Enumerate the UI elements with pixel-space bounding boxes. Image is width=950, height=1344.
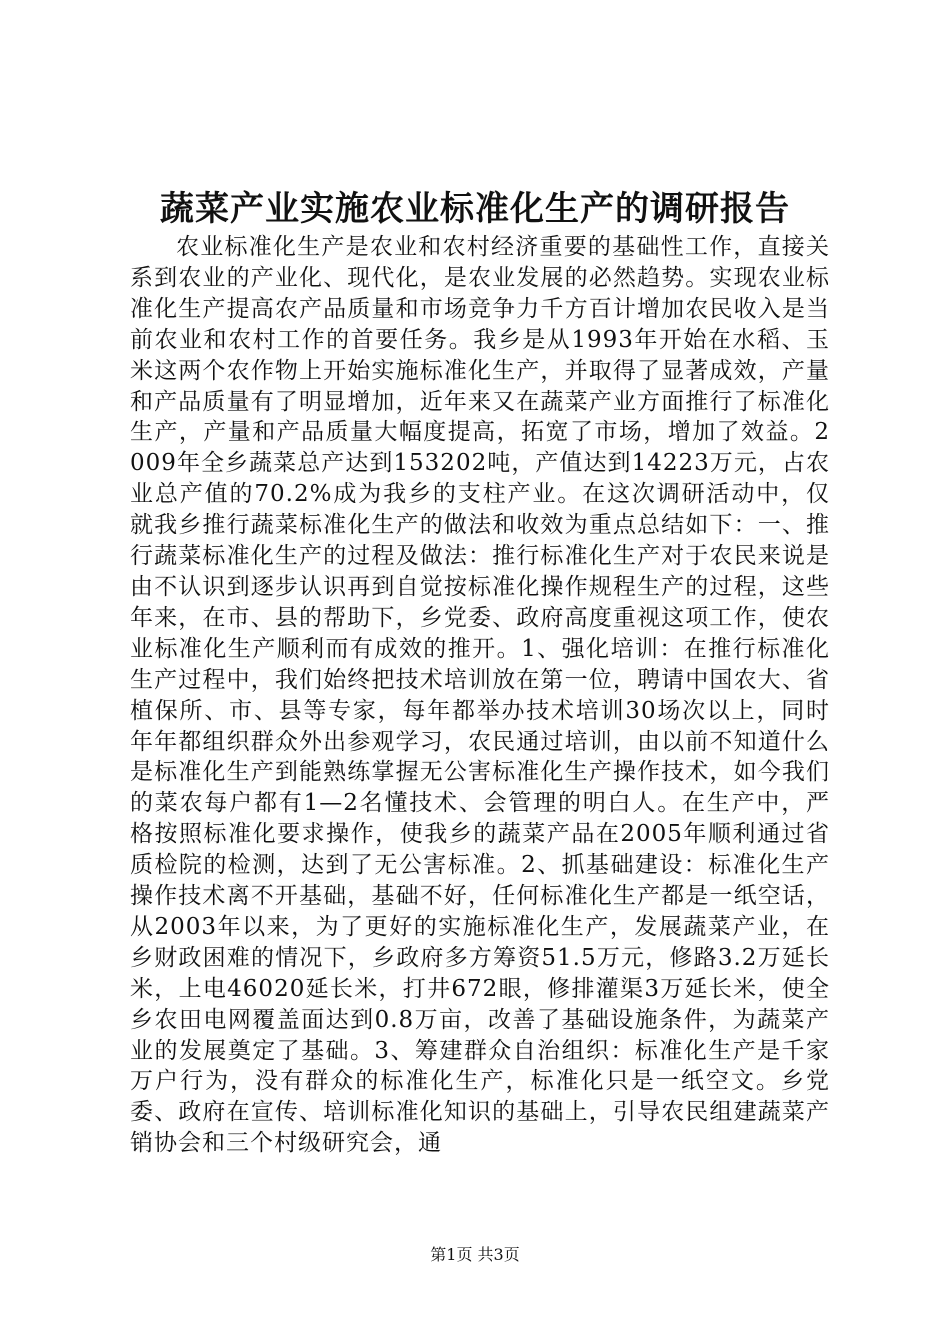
page-footer: 第1页 共3页 (430, 1245, 520, 1264)
document-body: 农业标准化生产是农业和农村经济重要的基础性工作，直接关系到农业的产业化、现代化，是农业发展的必然趋势。实现农业标准化生产提高农产品质量和市场竞争力千方百计增加农民收入是当前农业和农村工作的首要任务。我乡是从1993年开始在水稻、玉米这两个农作物上开始实施标准化生产，并取得了显著成效，产量和产品质量有了明显增加，近年来又在蔬菜产业方面推行了标准化生产，产量和产品质量大幅度提高，拓宽了市场，增加了效益。2009年全乡蔬菜总产达到153202吨，产值达到14223万元，占农业总产值的70.2%成为我乡的支柱产业。在这次调研活动中，仅就我乡推行蔬菜标准化生产的做法和收效为重点总结如下：一、推行蔬菜标准化生产的过程及做法：推行标准化生产对于农民来说是由不认识到逐步认识再到自觉按标准化操作规程生产的过程，这些年来，在市、县的帮助下，乡党委、政府高度重视这项工作，使农业标准化生产顺利而有成效的推开。1、强化培训：在推行标准化生产过程中，我们始终把技术培训放在第一位，聘请中国农大、省植保所、市、县等专家，每年都举办技术培训30场次以上，同时年年都组织群众外出参观学习，农民通过培训，由以前不知道什么是标准化生产到能熟练掌握无公害标准化生产操作技术，如今我们的菜农每户都有1—2名懂技术、会管理的明白人。在生产中，严格按照标准化要求操作，使我乡的蔬菜产品在2005年顺利通过省质检院的检测，达到了无公害标准。2、抓基础建设：标准化生产操作技术离不开基础，基础不好，任何标准化生产都是一纸空话，从2003年以来，为了更好的实施标准化生产，发展蔬菜产业，在乡财政困难的情况下，乡政府多方筹资51.5万元，修路3.2万延长米，上电46020延长米，打井672眼，修排灌渠3万延长米，使全乡农田电网覆盖面达到0.8万亩，改善了基础设施条件，为蔬菜产业的发展奠定了基础。3、筹建群众自治组织：标准化生产是千家万户行为，没有群众的标准化生产，标准化只是一纸空文。乡党委、政府在宣传、培训标准化知识的基础上，引导农民组建蔬菜产销协会和三个村级研究会，通 (130, 234, 830, 1157)
document-title: 蔬菜产业实施农业标准化生产的调研报告 (160, 189, 790, 229)
